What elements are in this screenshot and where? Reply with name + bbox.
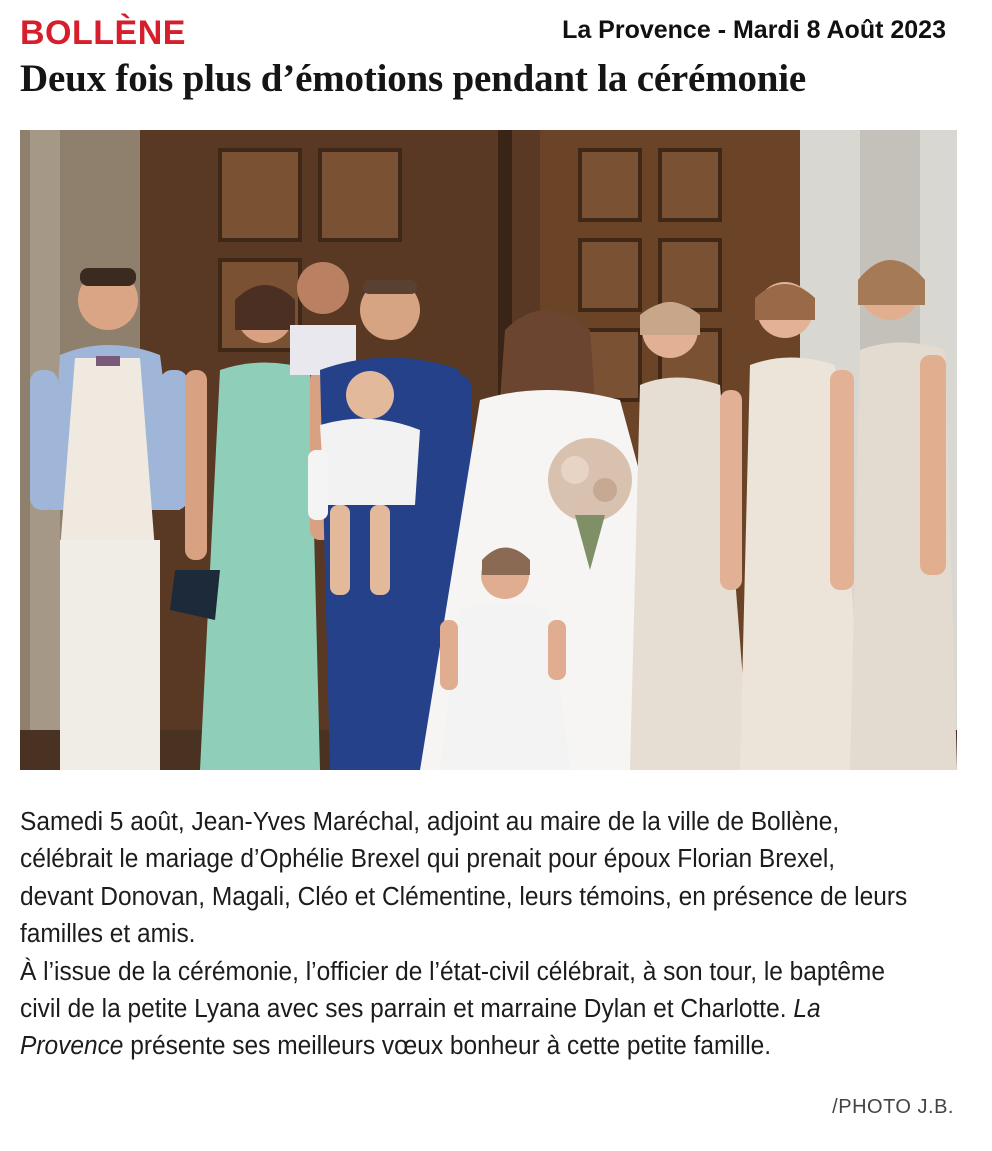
paragraph-2-end: présente ses meilleurs vœux bonheur à cette petite famille. [123,1032,772,1061]
headline: Deux fois plus d’émotions pendant la cérémonie [20,57,806,100]
publication-name: La Provence [20,995,821,1061]
article-paragraph-2 [20,954,913,1066]
section-tag: BOLLÈNE [20,14,186,52]
wedding-group-photo [20,130,957,770]
publication-date-line: La Provence - Mardi 8 Août 2023 [562,16,946,44]
photo-credit: /PHOTO J.B. [832,1096,954,1118]
paragraph-2-start: À l’issue de la cérémonie, l’officier de l’état-civil célébrait, à son tour, le baptême civil de la petite Lyana avec ses parrain et marraine Dylan et Charlotte. [20,957,885,1024]
article-paragraph-1: Samedi 5 août, Jean-Yves Maréchal, adjoint au maire de la ville de Bollène, célébrait le mariage d’Ophélie Brexel qui prenait pour époux Florian Brexel, devant Donovan, Magali, Cléo et Clémentine, leurs témoins, en présence de leurs familles et amis. [20,808,908,949]
article-body [20,804,913,1066]
